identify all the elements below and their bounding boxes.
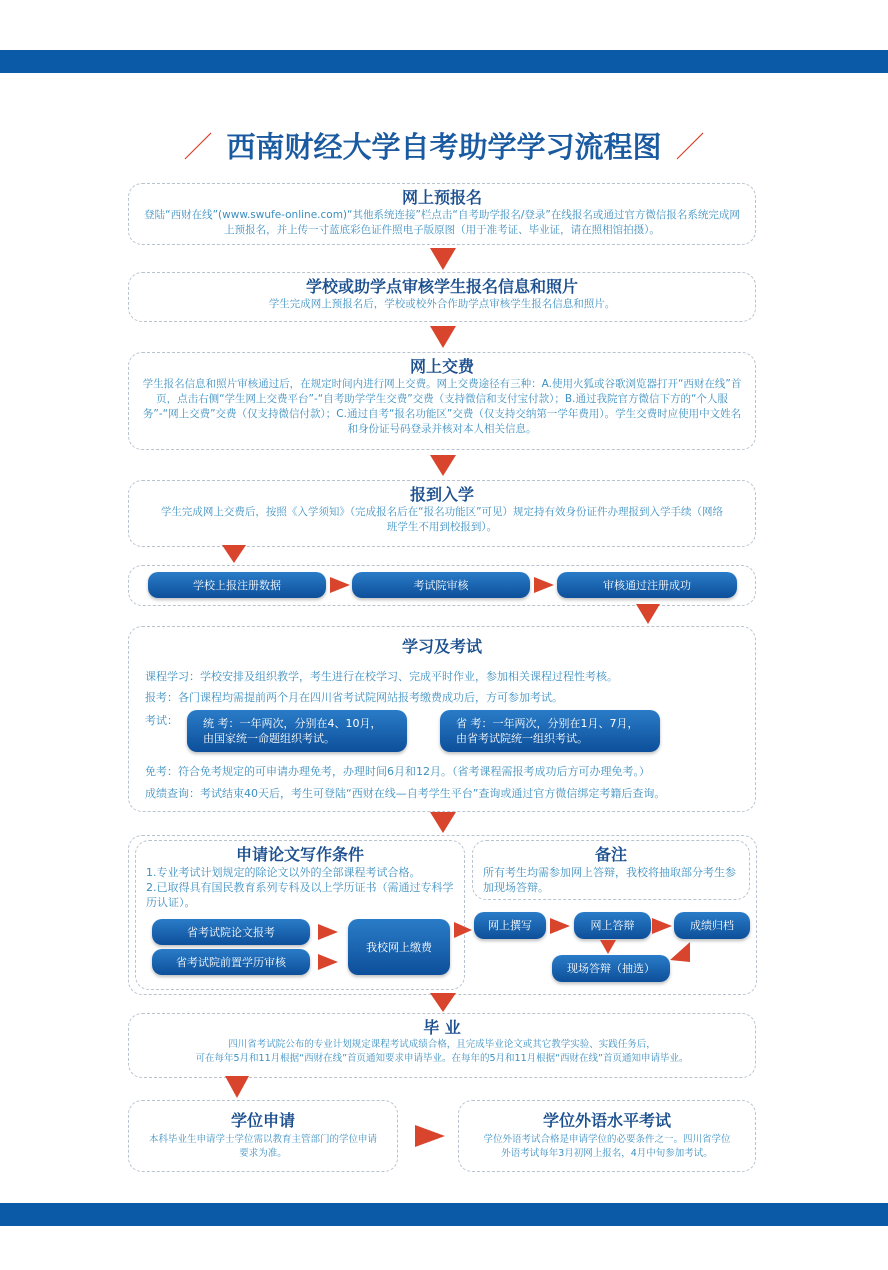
thesis-title: 申请论文写作条件: [235, 845, 364, 864]
graduation-text-1: 四川省考试院公布的专业计划规定课程考试成绩合格，且完成毕业论文或其它教学实验、实践任务后，: [228, 1039, 656, 1050]
step-title: 学习及考试: [401, 637, 482, 656]
arrow-down-icon: [222, 545, 246, 563]
register-step-3: 审核通过注册成功: [557, 572, 737, 598]
national-exam: 统 考：一年两次，分别在4、10月，由国家统一命题组织考试。: [187, 710, 407, 752]
score-text: 成绩查询：考试结束40天后，考生可登陆“西财在线—自考学生平台”查询或通过官方微信绑定考籍后查询。: [145, 787, 666, 800]
online-defense: 网上答辩: [574, 912, 651, 939]
arrow-right-icon: [318, 954, 338, 970]
arrow-right-icon: [318, 924, 338, 940]
note-title: 备注: [594, 845, 627, 864]
condition-2: 2.已取得具有国民教育系列专科及以上学历证书（需通过专科学历认证）。: [146, 881, 454, 909]
arrow-down-icon: [636, 604, 660, 624]
page-title: ／ 西南财经大学自考助学学习流程图 ／: [183, 130, 705, 164]
note-text: 所有考生均需参加网上答辩，我校将抽取部分考生参加现场答辩。: [483, 866, 736, 894]
thesis-apply: 省考试院论文报考: [152, 919, 310, 945]
step-text: 学生完成网上交费后，按照《入学须知》（完成报名后在“报名功能区”可见）规定持有效身份证件办理报到入学手续（网络班学生不用到校报到）。: [160, 506, 724, 533]
online-writing: 网上撰写: [474, 912, 546, 939]
arrow-down-icon: [430, 993, 456, 1012]
step-text: 登陆“西财在线”(www.swufe-online.com)“其他系统连接”栏点击“自考助学报名/登录”在线报名或通过官方微信报名系统完成网上预报名，并上传一寸蓝底彩色证件照电子版原图（用于准考证、毕业证，请在照相馆拍摄）。: [144, 209, 740, 236]
arrow-down-icon: [430, 812, 456, 833]
apply-text: 报考：各门课程均需提前两个月在四川省考试院网站报考缴费成功后，方可参加考试。: [145, 691, 563, 704]
arrow-down-icon: [430, 326, 456, 348]
register-step-2: 考试院审核: [352, 572, 530, 598]
step-title: 报到入学: [409, 485, 474, 504]
step-title: 学位申请: [230, 1111, 295, 1130]
step-title: 毕 业: [423, 1018, 461, 1037]
arrow-down-icon: [600, 940, 616, 954]
step-title: 网上交费: [409, 357, 474, 376]
condition-1: 1.专业考试计划规定的除论文以外的全部课程考试合格。: [146, 866, 421, 879]
step-text: 学位外语考试合格是申请学位的必要条件之一。四川省学位外语考试每年3月初网上报名，4月中旬参加考试。: [483, 1134, 731, 1159]
step-title: 网上预报名: [401, 188, 482, 207]
arrow-down-icon: [225, 1076, 249, 1098]
arrow-right-icon: [454, 922, 472, 938]
arrow-down-icon: [430, 455, 456, 476]
exam-label: 考试：: [145, 714, 178, 727]
onsite-defense: 现场答辩（抽选）: [552, 955, 670, 982]
provincial-exam: 省 考：一年两次，分别在1月、7月，由省考试院统一组织考试。: [440, 710, 660, 752]
score-archive: 成绩归档: [674, 912, 750, 939]
step-text: 本科毕业生申请学士学位需以教育主管部门的学位申请要求为准。: [149, 1134, 378, 1159]
course-text: 课程学习：学校安排及组织教学，考生进行在校学习、完成平时作业，参加相关课程过程性考核。: [145, 670, 618, 683]
arrow-up-icon: [670, 942, 690, 962]
step-title: 学校或助学点审核学生报名信息和照片: [305, 277, 578, 296]
graduation-text-2: 可在每年5月和11月根据“西财在线”首页通知要求申请毕业。在每年的5月和11月根据“西财在线”首页通知申请毕业。: [195, 1053, 689, 1064]
thesis-review: 省考试院前置学历审核: [152, 949, 310, 975]
arrow-right-icon: [534, 577, 554, 593]
arrow-right-icon: [652, 918, 672, 934]
thesis-pay: 我校网上缴费: [348, 919, 450, 975]
exempt-text: 免考：符合免考规定的可申请办理免考，办理时间6月和12月。（省考课程需报考成功后方可办理免考。）: [145, 765, 650, 778]
step-title: 学位外语水平考试: [542, 1111, 671, 1130]
arrow-right-icon: [330, 577, 350, 593]
arrow-right-icon: [550, 918, 570, 934]
title-text: 西南财经大学自考助学学习流程图: [226, 130, 662, 164]
arrow-right-icon: [415, 1125, 445, 1147]
arrow-down-icon: [430, 248, 456, 270]
bottom-banner: [0, 1203, 888, 1226]
step-text: 学生完成网上预报名后，学校或校外合作助学点审核学生报名信息和照片。: [268, 298, 616, 310]
register-step-1: 学校上报注册数据: [148, 572, 326, 598]
step-text: 学生报名信息和照片审核通过后，在规定时间内进行网上交费。网上交费途径有三种：A.使用火狐或谷歌浏览器打开“西财在线”首页，点击右侧“学生网上交费平台”-“自考助学学生交费”交费（支持微信和支付宝付款）；B.通过我院官方微信下方的“个人服务”-“网上交费”交费（仅支持微信付款）；C.通过自考“报名功能区”交费（仅支持交纳第一学年费用）。学生交费时应使用中文姓名和身份证号码登录并核对本人相关信息。: [142, 378, 742, 435]
